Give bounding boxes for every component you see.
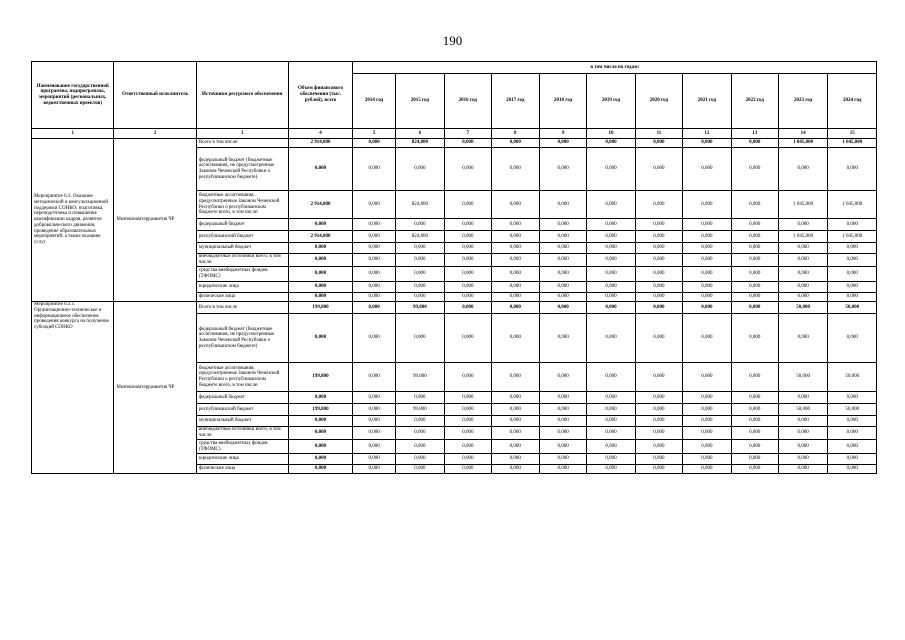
year-value: 0,000 — [445, 416, 491, 427]
year-value: 0,000 — [539, 293, 586, 302]
year-value: 0,000 — [395, 293, 444, 302]
year-value: 0,000 — [587, 254, 635, 267]
column-number: 13 — [731, 129, 778, 139]
total-value: 0,000 — [288, 416, 353, 427]
year-value: 0,000 — [635, 363, 682, 392]
column-number: 6 — [395, 129, 444, 139]
year-value: 0,000 — [539, 302, 586, 314]
funding-source: бюджетные ассигнования, предусмотренные Законом Чеченской Республики о республиканском бюджете всего, в том числе: — [196, 363, 288, 392]
total-value: 0,000 — [288, 148, 353, 191]
year-value: 0,000 — [731, 454, 778, 465]
year-value: 0,000 — [731, 293, 778, 302]
year-value: 0,000 — [539, 139, 586, 148]
year-value: 0,000 — [635, 231, 682, 243]
year-value: 50,000 — [778, 404, 827, 416]
year-value: 0,000 — [491, 254, 539, 267]
year-value: 0,000 — [445, 139, 491, 148]
year-value: 50,000 — [778, 363, 827, 392]
header-executor: Ответственный исполнитель — [114, 62, 196, 129]
year-value: 0,000 — [635, 440, 682, 454]
year-value: 0,000 — [539, 363, 586, 392]
total-value: 2 914,800 — [288, 191, 353, 219]
year-value: 0,000 — [445, 440, 491, 454]
year-value: 0,000 — [587, 404, 635, 416]
header-name: Наименование государственной программы, подпрограммы, мероприятий (региональных, ведомственных проектов) — [32, 62, 114, 129]
year-value: 0,000 — [635, 404, 682, 416]
year-value: 0,000 — [828, 243, 877, 254]
year-value: 0,000 — [395, 267, 444, 282]
year-value: 0,000 — [731, 363, 778, 392]
funding-source: юридические лица — [196, 454, 288, 465]
year-value: 0,000 — [445, 363, 491, 392]
year-value: 0,000 — [587, 416, 635, 427]
funding-source: федеральный бюджет — [196, 219, 288, 231]
year-value: 0,000 — [587, 440, 635, 454]
year-value: 0,000 — [491, 416, 539, 427]
year-value: 0,000 — [635, 139, 682, 148]
total-value: 199,800 — [288, 404, 353, 416]
year-value: 0,000 — [731, 427, 778, 440]
year-value: 0,000 — [635, 293, 682, 302]
total-value: 0,000 — [288, 219, 353, 231]
year-value: 0,000 — [635, 254, 682, 267]
funding-source: Всего в том числе — [196, 302, 288, 314]
year-value: 0,000 — [731, 267, 778, 282]
header-year: 2019 год — [587, 74, 635, 129]
year-value: 0,000 — [491, 231, 539, 243]
year-value: 0,000 — [353, 231, 395, 243]
year-value: 0,000 — [731, 392, 778, 404]
year-value: 0,000 — [635, 219, 682, 231]
total-value: 0,000 — [288, 267, 353, 282]
funding-source: Всего в том числе: — [196, 139, 288, 148]
year-value: 0,000 — [683, 148, 731, 191]
year-value: 0,000 — [635, 465, 682, 474]
year-value: 0,000 — [731, 440, 778, 454]
year-value: 0,000 — [635, 416, 682, 427]
year-value: 0,000 — [491, 314, 539, 363]
year-value: 0,000 — [683, 293, 731, 302]
year-value: 0,000 — [491, 191, 539, 219]
total-value: 0,000 — [288, 392, 353, 404]
year-value: 0,000 — [395, 440, 444, 454]
year-value: 0,000 — [587, 282, 635, 293]
year-value: 50,000 — [778, 302, 827, 314]
total-value: 2 914,800 — [288, 139, 353, 148]
year-value: 0,000 — [731, 302, 778, 314]
header-year: 2020 год — [635, 74, 682, 129]
year-value: 0,000 — [353, 267, 395, 282]
year-value: 0,000 — [635, 148, 682, 191]
funding-table — [31, 61, 877, 474]
year-value: 0,000 — [635, 392, 682, 404]
year-value: 0,000 — [635, 267, 682, 282]
year-value: 0,000 — [353, 440, 395, 454]
year-value: 0,000 — [778, 219, 827, 231]
year-value: 0,000 — [395, 219, 444, 231]
year-value: 0,000 — [445, 219, 491, 231]
year-value: 0,000 — [353, 282, 395, 293]
year-value: 0,000 — [353, 416, 395, 427]
column-number: 8 — [491, 129, 539, 139]
year-value: 0,000 — [445, 148, 491, 191]
year-value: 0,000 — [731, 416, 778, 427]
header-year: 2024 год — [828, 74, 877, 129]
year-value: 0,000 — [539, 254, 586, 267]
total-value: 0,000 — [288, 282, 353, 293]
year-value: 0,000 — [539, 416, 586, 427]
year-value: 0,000 — [587, 293, 635, 302]
year-value: 99,800 — [395, 363, 444, 392]
measure-name: Мероприятие 6.3.1. Организационно-техническое и информационное обеспечение проведения конкурса на получение субсидий СОНКО — [32, 302, 114, 474]
year-value: 0,000 — [587, 363, 635, 392]
year-value: 0,000 — [445, 392, 491, 404]
funding-source: муниципальный бюджет — [196, 416, 288, 427]
column-number: 7 — [445, 129, 491, 139]
year-value: 0,000 — [445, 267, 491, 282]
year-value: 0,000 — [395, 465, 444, 474]
year-value: 0,000 — [353, 219, 395, 231]
year-value: 0,000 — [778, 392, 827, 404]
year-value: 0,000 — [731, 314, 778, 363]
year-value: 0,000 — [828, 392, 877, 404]
year-value: 0,000 — [828, 267, 877, 282]
year-value: 0,000 — [445, 314, 491, 363]
year-value: 0,000 — [731, 282, 778, 293]
funding-source: юридические лица — [196, 282, 288, 293]
year-value: 0,000 — [731, 219, 778, 231]
page-number: 190 — [442, 33, 463, 48]
column-number: 12 — [683, 129, 731, 139]
year-value: 0,000 — [683, 314, 731, 363]
total-value: 0,000 — [288, 427, 353, 440]
year-value: 0,000 — [445, 282, 491, 293]
year-value: 0,000 — [587, 314, 635, 363]
header-year: 2017 год — [491, 74, 539, 129]
column-number: 3 — [196, 129, 288, 139]
year-value: 0,000 — [445, 191, 491, 219]
year-value: 99,800 — [395, 302, 444, 314]
header-year: 2014 год — [353, 74, 395, 129]
year-value: 0,000 — [539, 231, 586, 243]
total-value: 0,000 — [288, 454, 353, 465]
header-year: 2021 год — [683, 74, 731, 129]
funding-source: бюджетные ассигнования, предусмотренные Законом Чеченской Республики о республиканском бюджете всего, в том числе: — [196, 191, 288, 219]
year-value: 0,000 — [539, 427, 586, 440]
year-value: 0,000 — [353, 293, 395, 302]
header-year: 2015 год — [395, 74, 444, 129]
year-value: 0,000 — [731, 231, 778, 243]
year-value: 0,000 — [445, 465, 491, 474]
column-number: 15 — [828, 129, 877, 139]
year-value: 0,000 — [587, 454, 635, 465]
funding-source: республиканский бюджет — [196, 231, 288, 243]
year-value: 0,000 — [539, 191, 586, 219]
header-year: 2016 год — [445, 74, 491, 129]
year-value: 0,000 — [731, 148, 778, 191]
year-value: 0,000 — [587, 392, 635, 404]
executor: Минэкономтерразвития ЧР — [114, 302, 196, 474]
year-value: 0,000 — [395, 314, 444, 363]
year-value: 0,000 — [778, 416, 827, 427]
column-number: 10 — [587, 129, 635, 139]
total-value: 0,000 — [288, 254, 353, 267]
year-value: 0,000 — [587, 427, 635, 440]
column-number: 1 — [32, 129, 114, 139]
year-value: 0,000 — [683, 454, 731, 465]
funding-source: внебюджетные источники всего, в том числе: — [196, 254, 288, 267]
year-value: 0,000 — [353, 404, 395, 416]
year-value: 0,000 — [539, 404, 586, 416]
year-value: 0,000 — [828, 416, 877, 427]
year-value: 1 045,000 — [828, 139, 877, 148]
year-value: 0,000 — [731, 254, 778, 267]
year-value: 0,000 — [587, 231, 635, 243]
header-year: 2022 год — [731, 74, 778, 129]
year-value: 0,000 — [778, 454, 827, 465]
year-value: 0,000 — [587, 139, 635, 148]
funding-source: федеральный бюджет (бюджетные ассигнования, не предусмотренные Законом Чеченской Республики о республиканском бюджете) — [196, 314, 288, 363]
year-value: 0,000 — [683, 219, 731, 231]
year-value: 1 045,000 — [778, 231, 827, 243]
year-value: 0,000 — [731, 404, 778, 416]
total-value: 199,800 — [288, 302, 353, 314]
year-value: 0,000 — [491, 302, 539, 314]
year-value: 0,000 — [395, 454, 444, 465]
total-value: 0,000 — [288, 293, 353, 302]
table-row — [32, 302, 877, 314]
column-number: 11 — [635, 129, 682, 139]
year-value: 0,000 — [635, 427, 682, 440]
year-value: 0,000 — [539, 454, 586, 465]
year-value: 824,800 — [395, 191, 444, 219]
measure-name: Мероприятие 6.3. Оказание методической и консультационной поддержки СОНКО; подготовка, переподготовка и повышение квалификации кадров, развитие добровольческого движения, проведение образовательных мероприятий, а также оказание услуг — [32, 139, 114, 302]
year-value: 0,000 — [828, 254, 877, 267]
year-value: 0,000 — [587, 191, 635, 219]
year-value: 0,000 — [683, 231, 731, 243]
year-value: 0,000 — [828, 314, 877, 363]
year-value: 0,000 — [491, 282, 539, 293]
year-value: 0,000 — [395, 254, 444, 267]
year-value: 0,000 — [353, 314, 395, 363]
year-value: 0,000 — [353, 363, 395, 392]
year-value: 0,000 — [395, 392, 444, 404]
total-value: 2 914,800 — [288, 231, 353, 243]
year-value: 0,000 — [828, 454, 877, 465]
year-value: 0,000 — [445, 427, 491, 440]
year-value: 0,000 — [683, 427, 731, 440]
year-value: 0,000 — [778, 254, 827, 267]
year-value: 0,000 — [778, 314, 827, 363]
year-value: 0,000 — [828, 427, 877, 440]
total-value: 0,000 — [288, 314, 353, 363]
year-value: 0,000 — [683, 416, 731, 427]
year-value: 1 045,000 — [828, 231, 877, 243]
year-value: 0,000 — [445, 454, 491, 465]
year-value: 0,000 — [828, 465, 877, 474]
funding-source: средства внебюджетных фондов (ТФОМС) — [196, 440, 288, 454]
year-value: 1 045,000 — [828, 191, 877, 219]
year-value: 0,000 — [491, 243, 539, 254]
year-value: 0,000 — [395, 282, 444, 293]
year-value: 0,000 — [445, 254, 491, 267]
year-value: 0,000 — [353, 243, 395, 254]
year-value: 0,000 — [635, 454, 682, 465]
funding-source: физические лица — [196, 293, 288, 302]
column-number: 5 — [353, 129, 395, 139]
year-value: 0,000 — [683, 302, 731, 314]
column-number: 14 — [778, 129, 827, 139]
funding-source: средства внебюджетных фондов (ТФОМС) — [196, 267, 288, 282]
funding-source: республиканский бюджет — [196, 404, 288, 416]
year-value: 0,000 — [353, 254, 395, 267]
year-value: 0,000 — [778, 427, 827, 440]
year-value: 0,000 — [445, 243, 491, 254]
year-value: 824,800 — [395, 139, 444, 148]
header-year: 2023 год — [778, 74, 827, 129]
year-value: 0,000 — [828, 148, 877, 191]
year-value: 50,000 — [828, 404, 877, 416]
year-value: 0,000 — [491, 139, 539, 148]
total-value: 0,000 — [288, 465, 353, 474]
year-value: 0,000 — [587, 465, 635, 474]
funding-source: муниципальный бюджет — [196, 243, 288, 254]
year-value: 0,000 — [683, 254, 731, 267]
total-value: 199,800 — [288, 363, 353, 392]
year-value: 0,000 — [683, 139, 731, 148]
year-value: 0,000 — [353, 465, 395, 474]
year-value: 0,000 — [828, 282, 877, 293]
year-value: 0,000 — [683, 363, 731, 392]
funding-source: физические лица — [196, 465, 288, 474]
year-value: 0,000 — [778, 465, 827, 474]
year-value: 0,000 — [778, 282, 827, 293]
column-number: 4 — [288, 129, 353, 139]
year-value: 0,000 — [539, 392, 586, 404]
year-value: 0,000 — [491, 440, 539, 454]
year-value: 0,000 — [491, 427, 539, 440]
year-value: 0,000 — [683, 267, 731, 282]
year-value: 0,000 — [395, 427, 444, 440]
year-value: 50,000 — [828, 363, 877, 392]
year-value: 0,000 — [539, 282, 586, 293]
year-value: 0,000 — [731, 243, 778, 254]
year-value: 0,000 — [587, 148, 635, 191]
year-value: 0,000 — [353, 139, 395, 148]
year-value: 0,000 — [491, 219, 539, 231]
year-value: 0,000 — [539, 148, 586, 191]
year-value: 0,000 — [683, 404, 731, 416]
year-value: 0,000 — [491, 454, 539, 465]
year-value: 0,000 — [445, 293, 491, 302]
year-value: 0,000 — [395, 148, 444, 191]
year-value: 0,000 — [539, 243, 586, 254]
year-value: 0,000 — [353, 392, 395, 404]
year-value: 824,800 — [395, 231, 444, 243]
header-source: Источники ресурсного обеспечения — [196, 62, 288, 129]
column-number: 2 — [114, 129, 196, 139]
total-value: 0,000 — [288, 243, 353, 254]
year-value: 0,000 — [683, 392, 731, 404]
table-row — [32, 139, 877, 148]
year-value: 0,000 — [778, 293, 827, 302]
year-value: 0,000 — [683, 282, 731, 293]
year-value: 0,000 — [539, 440, 586, 454]
year-value: 0,000 — [395, 243, 444, 254]
year-value: 50,000 — [828, 302, 877, 314]
year-value: 0,000 — [828, 293, 877, 302]
year-value: 0,000 — [683, 465, 731, 474]
year-value: 0,000 — [491, 392, 539, 404]
year-value: 0,000 — [353, 148, 395, 191]
year-value: 0,000 — [539, 267, 586, 282]
year-value: 0,000 — [778, 440, 827, 454]
year-value: 0,000 — [731, 139, 778, 148]
funding-source: федеральный бюджет — [196, 392, 288, 404]
year-value: 0,000 — [635, 302, 682, 314]
year-value: 0,000 — [353, 302, 395, 314]
year-value: 0,000 — [445, 404, 491, 416]
year-value: 0,000 — [683, 440, 731, 454]
year-value: 0,000 — [587, 267, 635, 282]
year-value: 0,000 — [491, 293, 539, 302]
column-number: 9 — [539, 129, 586, 139]
year-value: 0,000 — [491, 363, 539, 392]
year-value: 0,000 — [587, 302, 635, 314]
year-value: 0,000 — [539, 465, 586, 474]
year-value: 0,000 — [731, 191, 778, 219]
year-value: 0,000 — [587, 219, 635, 231]
year-value: 0,000 — [587, 243, 635, 254]
year-value: 0,000 — [445, 231, 491, 243]
year-value: 0,000 — [828, 219, 877, 231]
funding-source: внебюджетные источники всего, в том числе: — [196, 427, 288, 440]
year-value: 0,000 — [353, 454, 395, 465]
year-value: 0,000 — [491, 148, 539, 191]
year-value: 0,000 — [635, 282, 682, 293]
year-value: 0,000 — [778, 267, 827, 282]
year-value: 0,000 — [445, 302, 491, 314]
header-years-group: в том числе по годам: — [353, 62, 877, 74]
year-value: 0,000 — [395, 416, 444, 427]
year-value: 0,000 — [353, 427, 395, 440]
funding-source: федеральный бюджет (бюджетные ассигнования, не предусмотренные Законом Чеченской Республики о республиканском бюджете) — [196, 148, 288, 191]
year-value: 0,000 — [635, 191, 682, 219]
header-total: Объем финансового обеспечения (тыс. рублей), всего — [288, 62, 353, 129]
year-value: 0,000 — [683, 243, 731, 254]
year-value: 0,000 — [683, 191, 731, 219]
year-value: 0,000 — [828, 440, 877, 454]
year-value: 0,000 — [635, 314, 682, 363]
year-value: 1 045,000 — [778, 191, 827, 219]
year-value: 0,000 — [731, 465, 778, 474]
year-value: 0,000 — [491, 465, 539, 474]
executor: Минэкономтерразвития ЧР — [114, 139, 196, 302]
year-value: 99,800 — [395, 404, 444, 416]
year-value: 0,000 — [778, 243, 827, 254]
header-year: 2018 год — [539, 74, 586, 129]
year-value: 0,000 — [539, 219, 586, 231]
year-value: 0,000 — [635, 243, 682, 254]
year-value: 0,000 — [353, 191, 395, 219]
year-value: 0,000 — [491, 404, 539, 416]
total-value: 0,000 — [288, 440, 353, 454]
year-value: 0,000 — [491, 267, 539, 282]
year-value: 1 045,000 — [778, 139, 827, 148]
year-value: 0,000 — [539, 314, 586, 363]
year-value: 0,000 — [778, 148, 827, 191]
